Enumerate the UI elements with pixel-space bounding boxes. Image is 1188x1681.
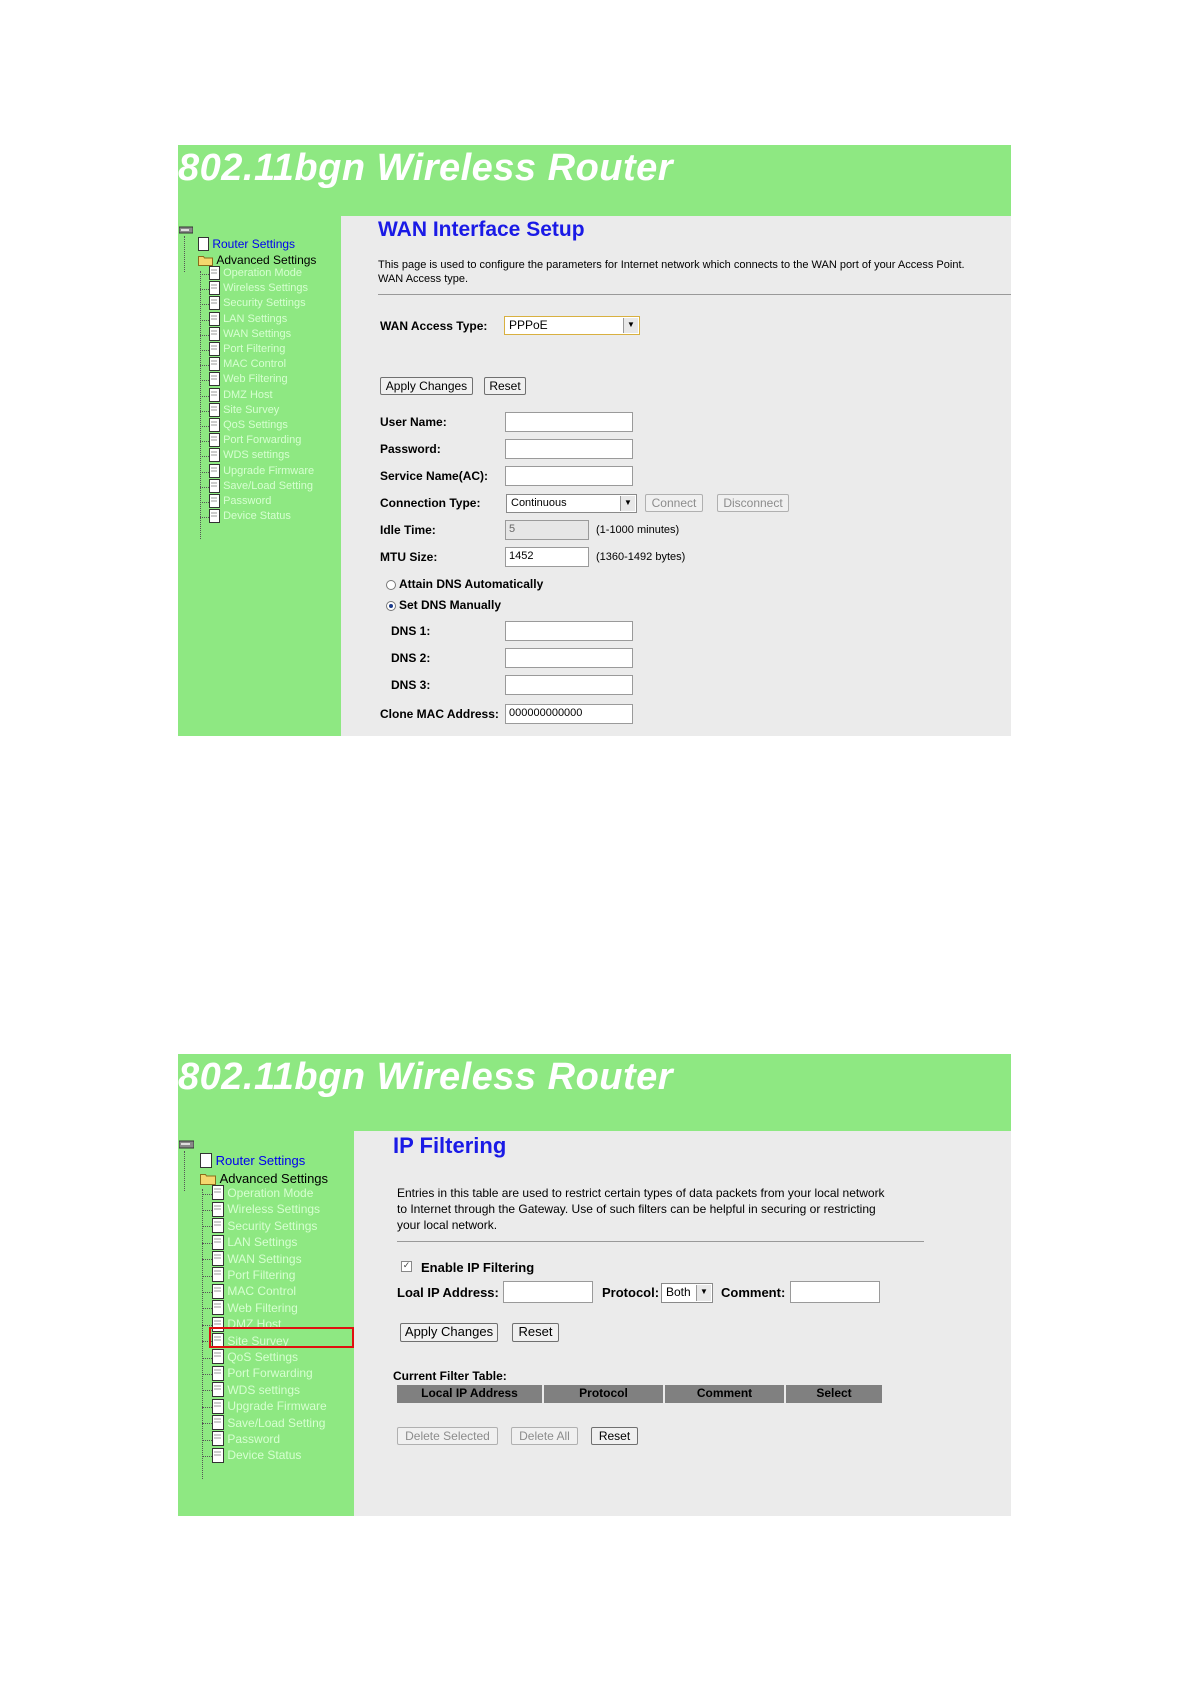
sidebar-item-label: QoS Settings (227, 1349, 299, 1364)
idle-time-input[interactable]: 5 (505, 520, 589, 540)
folder-open-icon (200, 1172, 216, 1185)
apply-changes-button[interactable]: Apply Changes (400, 1323, 498, 1342)
sidebar-item-label: Password (227, 1431, 281, 1446)
connect-button[interactable]: Connect (645, 494, 703, 512)
sidebar-item-wds-settings[interactable] (209, 448, 290, 462)
sidebar-item-label: MAC Control (223, 358, 287, 371)
wan-access-type-value: PPPoE (509, 318, 548, 332)
sidebar-item-qos-settings[interactable] (209, 418, 288, 432)
tree-line (200, 456, 209, 457)
comment-input[interactable] (790, 1281, 880, 1303)
page-icon (200, 1153, 212, 1168)
mtu-size-hint: (1360-1492 bytes) (596, 551, 686, 563)
tree-root (179, 221, 193, 239)
divider (397, 1241, 924, 1242)
sidebar-item-wireless-settings[interactable] (212, 1201, 320, 1216)
sidebar-item-mac-control[interactable] (212, 1283, 296, 1298)
reset-button[interactable]: Reset (484, 377, 526, 395)
tree-line (200, 304, 209, 305)
page-icon (212, 1382, 224, 1397)
sidebar-item-label: Wireless Settings (223, 282, 309, 295)
dns-auto-radio[interactable] (386, 580, 396, 590)
page-icon (209, 266, 220, 280)
disconnect-button[interactable]: Disconnect (717, 494, 789, 512)
tree-line (202, 1407, 212, 1408)
tree-line (200, 289, 209, 290)
column-local-ip-address: Local IP Address (397, 1385, 542, 1403)
local-ip-label: Loal IP Address: (397, 1285, 499, 1300)
sidebar-item-port-forwarding[interactable] (212, 1365, 313, 1380)
tree-line (200, 517, 209, 518)
sidebar-item-wan-settings[interactable] (209, 327, 291, 341)
page-icon (212, 1218, 224, 1233)
clone-mac-input[interactable]: 000000000000 (505, 704, 633, 724)
sidebar-item-label: DMZ Host (223, 388, 273, 401)
sidebar-item-router-settings[interactable]: Router Settings (200, 1152, 305, 1168)
sidebar-item-qos-settings[interactable] (212, 1349, 298, 1364)
password-label: Password: (380, 442, 441, 456)
tree-line (202, 1308, 212, 1309)
page-description: Entries in this table are used to restrict certain types of data packets from your local network (397, 1186, 885, 1200)
page-icon (212, 1185, 224, 1200)
idle-time-label: Idle Time: (380, 523, 436, 537)
tree-line (200, 365, 209, 366)
idle-time-hint: (1-1000 minutes) (596, 524, 680, 536)
sidebar-item-wds-settings[interactable] (212, 1382, 300, 1397)
sidebar-item-port-filtering[interactable] (212, 1267, 295, 1282)
network-icon (179, 1139, 194, 1150)
content-area (341, 216, 1011, 736)
sidebar-item-port-filtering[interactable] (209, 342, 285, 356)
page-description: your local network. (397, 1218, 498, 1232)
enable-ip-filtering-label: Enable IP Filtering (421, 1260, 535, 1275)
page-icon (209, 433, 220, 447)
chevron-down-icon: ▼ (620, 496, 635, 511)
delete-all-button[interactable]: Delete All (511, 1427, 578, 1445)
connection-type-value: Continuous (511, 497, 567, 509)
tree-line (202, 1292, 212, 1293)
sidebar-item-label: Port Filtering (223, 343, 286, 355)
page-icon (212, 1284, 224, 1299)
sidebar-item-mac-control[interactable] (209, 357, 286, 371)
tree-line (200, 411, 209, 412)
sidebar (178, 216, 341, 736)
tree-line (200, 441, 209, 442)
delete-selected-button[interactable]: Delete Selected (397, 1427, 498, 1445)
dns-manual-radio[interactable] (386, 601, 396, 611)
sidebar-item-device-status[interactable] (209, 509, 291, 523)
dns-auto-label: Attain DNS Automatically (399, 577, 544, 591)
sidebar-item-wireless-settings[interactable] (209, 281, 308, 295)
mtu-size-label: MTU Size: (380, 550, 438, 564)
page-description: WAN Access type. (378, 273, 469, 285)
tree-line (202, 1456, 212, 1457)
protocol-label: Protocol: (602, 1285, 660, 1300)
tree-line (200, 380, 209, 381)
sidebar-item-label: LAN Settings (223, 312, 288, 325)
sidebar-item-label: Port Forwarding (227, 1366, 313, 1381)
sidebar-item-security-settings[interactable] (209, 296, 306, 310)
sidebar-item-label: Upgrade Firmware (227, 1399, 327, 1414)
column-comment: Comment (665, 1385, 784, 1403)
sidebar-item-operation-mode[interactable] (209, 266, 302, 280)
page-icon (212, 1415, 224, 1430)
banner-title: 802.11bgn Wireless Router (178, 147, 674, 189)
banner (178, 145, 1011, 216)
sidebar-item-label: WDS settings (227, 1382, 301, 1397)
dns1-label: DNS 1: (391, 624, 431, 638)
sidebar-item-web-filtering[interactable] (212, 1300, 298, 1315)
page-icon (209, 327, 220, 341)
sidebar-item-lan-settings[interactable] (209, 312, 287, 326)
page-icon (212, 1202, 224, 1217)
user-name-label: User Name: (380, 415, 447, 429)
connection-type-label: Connection Type: (380, 496, 481, 510)
tree-line (200, 502, 209, 503)
sidebar-item-web-filtering[interactable] (209, 372, 288, 386)
page-icon (209, 296, 220, 310)
tree-line (184, 236, 185, 272)
sidebar-item-label: Security Settings (227, 1218, 318, 1233)
tree-line (202, 1276, 212, 1277)
sidebar-item-label: WAN Settings (227, 1251, 302, 1266)
sidebar-item-save-load-setting[interactable] (212, 1415, 325, 1430)
sidebar-item-label: Operation Mode (227, 1185, 314, 1200)
sidebar-item-label: Web Filtering (227, 1300, 298, 1315)
tree-line (202, 1259, 212, 1260)
sidebar-item-label: Port Forwarding (223, 434, 302, 447)
service-name-label: Service Name(AC): (380, 469, 489, 483)
sidebar-item-lan-settings[interactable] (212, 1234, 297, 1249)
tree-line (202, 1194, 212, 1195)
page-icon (198, 237, 209, 251)
page-icon (212, 1448, 224, 1463)
tree-line (202, 1440, 212, 1441)
dns3-input[interactable] (505, 675, 633, 695)
tree-root (179, 1136, 194, 1154)
apply-changes-button[interactable]: Apply Changes (380, 377, 473, 395)
sidebar-item-label: Port Filtering (227, 1267, 296, 1282)
tree-line (200, 271, 201, 539)
sidebar-item-label: Password (223, 495, 272, 507)
tree-line (202, 1423, 212, 1424)
page-icon (212, 1235, 224, 1250)
sidebar-item-label: Web Filtering (223, 373, 288, 386)
sidebar-item-password[interactable] (212, 1431, 280, 1446)
page-icon (209, 372, 220, 386)
column-select: Select (786, 1385, 882, 1403)
page-icon (212, 1431, 224, 1446)
page-icon (209, 479, 220, 493)
wan-access-type-select[interactable] (504, 316, 640, 335)
chevron-down-icon: ▼ (623, 318, 638, 333)
mtu-size-input[interactable]: 1452 (505, 547, 589, 567)
password-input[interactable] (505, 439, 633, 459)
dns1-input[interactable] (505, 621, 633, 641)
tree-line (202, 1358, 212, 1359)
page-icon (209, 342, 220, 356)
tree-line (202, 1210, 212, 1211)
sidebar-item-port-forwarding[interactable] (209, 433, 301, 447)
tree-line (200, 426, 209, 427)
sidebar-item-operation-mode[interactable] (212, 1185, 313, 1200)
sidebar-item-label: WDS settings (223, 449, 290, 462)
tree-line (202, 1243, 212, 1244)
tree-line (200, 274, 209, 275)
dns2-label: DNS 2: (391, 651, 431, 665)
dns2-input[interactable] (505, 648, 633, 668)
page-icon (209, 403, 220, 417)
sidebar-item-label: MAC Control (227, 1284, 297, 1299)
sidebar-item-upgrade-firmware[interactable] (209, 464, 314, 478)
page-icon (209, 509, 220, 523)
page-icon (209, 388, 220, 402)
sidebar-item-device-status[interactable] (212, 1447, 301, 1462)
tree-line (200, 350, 209, 351)
sidebar-item-router-settings[interactable]: Router Settings (198, 236, 295, 251)
sidebar-item-security-settings[interactable] (212, 1218, 317, 1233)
page-icon (212, 1349, 224, 1364)
sidebar-item-save-load-setting[interactable] (209, 479, 313, 493)
sidebar-item-advanced-settings[interactable]: Advanced Settings (200, 1170, 328, 1186)
tree-line (184, 1151, 185, 1191)
banner-title: 802.11bgn Wireless Router (178, 1056, 674, 1098)
sidebar-item-label: LAN Settings (227, 1235, 298, 1250)
page-icon (209, 312, 220, 326)
tree-line (200, 487, 209, 488)
sidebar-item-label: Device Status (223, 510, 291, 523)
sidebar-item-label: Site Survey (223, 403, 280, 416)
sidebar-item-label: WAN Settings (223, 327, 292, 340)
sidebar-item-label: Save/Load Setting (227, 1415, 326, 1430)
network-icon (179, 225, 193, 235)
page-title: WAN Interface Setup (378, 218, 585, 241)
sidebar-item-label: Site Survey (227, 1333, 289, 1348)
local-ip-input[interactable] (503, 1281, 593, 1303)
protocol-select[interactable] (661, 1283, 713, 1303)
service-name-input[interactable] (505, 466, 633, 486)
reset-button[interactable]: Reset (512, 1323, 559, 1342)
user-name-input[interactable] (505, 412, 633, 432)
tree-line (200, 335, 209, 336)
sidebar-item-password[interactable] (209, 494, 271, 508)
tree-line (202, 1325, 212, 1326)
page-icon (212, 1366, 224, 1381)
sidebar-item-upgrade-firmware[interactable] (212, 1398, 327, 1413)
sidebar-item-label: Operation Mode (223, 267, 302, 279)
page-icon (209, 464, 220, 478)
tree-line (202, 1390, 212, 1391)
tree-line (202, 1226, 212, 1227)
sidebar-item-wan-settings[interactable] (212, 1251, 302, 1266)
page-icon (212, 1300, 224, 1315)
sidebar-item-label: Save/Load Setting (223, 479, 313, 492)
dns3-label: DNS 3: (391, 678, 431, 692)
sidebar (178, 1131, 354, 1516)
page-icon (212, 1251, 224, 1266)
page-description: This page is used to configure the parameters for Internet network which connects to the WAN port of your Access Point. (378, 259, 965, 271)
sidebar-item-advanced-settings[interactable]: Advanced Settings (198, 252, 316, 267)
column-protocol: Protocol (544, 1385, 663, 1403)
banner (178, 1054, 1011, 1131)
content-area (354, 1131, 1011, 1516)
page-icon (209, 418, 220, 432)
page-title: IP Filtering (393, 1133, 507, 1158)
tree-line (200, 472, 209, 473)
sidebar-item-label: DMZ Host (227, 1317, 282, 1332)
clone-mac-label: Clone MAC Address: (380, 707, 499, 721)
page-icon (209, 448, 220, 462)
screen-ip-filtering (178, 1054, 1011, 1516)
chevron-down-icon: ▼ (696, 1285, 711, 1301)
page-icon (209, 281, 220, 295)
reset-table-button[interactable]: Reset (591, 1427, 638, 1445)
enable-ip-filtering-checkbox[interactable]: ✓ (402, 1261, 411, 1271)
sidebar-item-label: Upgrade Firmware (223, 464, 315, 477)
sidebar-item-dmz-host[interactable] (209, 388, 273, 402)
tree-line (202, 1374, 212, 1375)
sidebar-item-label: Device Status (227, 1448, 302, 1463)
page-icon (209, 357, 220, 371)
tree-line (200, 320, 209, 321)
tree-line (200, 396, 209, 397)
screen-wan-interface-setup (178, 145, 1011, 736)
tree-line (202, 1189, 203, 1479)
sidebar-item-label: Security Settings (223, 297, 306, 310)
page-icon (209, 494, 220, 508)
page-icon (212, 1399, 224, 1414)
filter-table-title: Current Filter Table: (393, 1369, 507, 1383)
sidebar-item-site-survey[interactable] (209, 403, 279, 417)
comment-label: Comment: (721, 1285, 786, 1300)
connection-type-select[interactable] (506, 494, 637, 513)
wan-access-type-label: WAN Access Type: (380, 319, 488, 333)
protocol-value: Both (666, 1285, 691, 1299)
sidebar-item-label: Wireless Settings (227, 1202, 321, 1217)
sidebar-item-label: QoS Settings (223, 419, 288, 431)
page-icon (212, 1267, 224, 1282)
page-description: to Internet through the Gateway. Use of such filters can be helpful in securing or restricting (397, 1202, 876, 1216)
divider (378, 294, 1011, 295)
highlight-port-filtering (209, 1327, 354, 1348)
folder-open-icon (198, 254, 213, 266)
dns-manual-label: Set DNS Manually (399, 598, 502, 612)
